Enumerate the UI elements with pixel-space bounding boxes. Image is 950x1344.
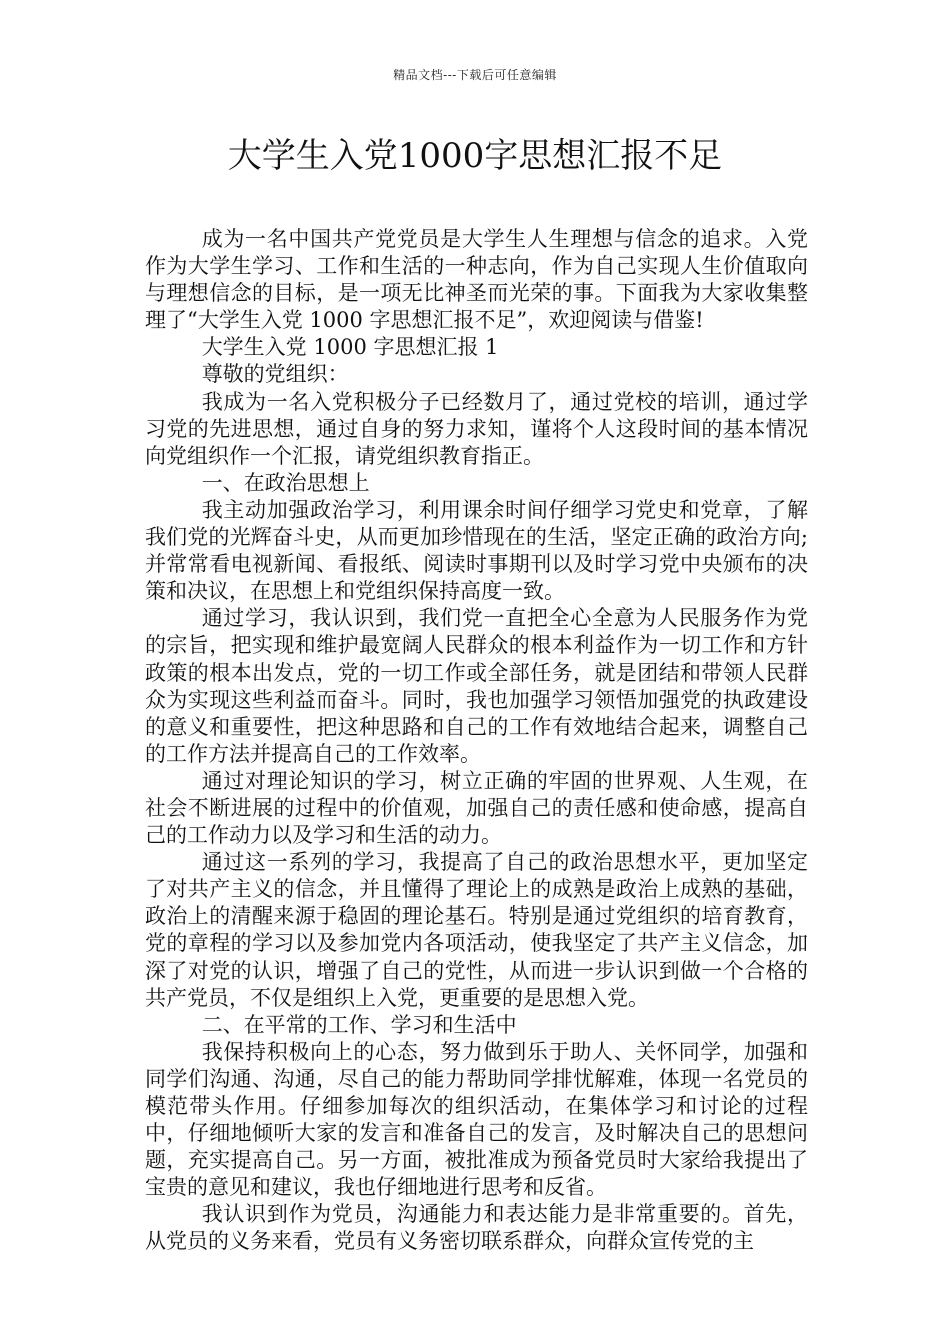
body-paragraph: 我保持积极向上的心态，努力做到乐于助人、关怀同学，加强和同学们沟通、沟通，尽自己的能力帮助同学排忧解难，体现一名党员的模范带头作用。仔细参加每次的组织活动，在集体学习和讨论的过程中，仔细地倾听大家的发言和准备自己的发言，及时解决自己的思想问题，充实提高自己。另一方面，被批准成为预备党员时大家给我提出了宝贵的意见和建议，我也仔细地进行思考和反省。: [145, 1039, 808, 1200]
document-title: 大学生入党1000字思想汇报不足: [227, 136, 723, 176]
body-paragraph: 通过学习，我认识到，我们党一直把全心全意为人民服务作为党的宗旨，把实现和维护最宽阔人民群众的根本利益作为一切工作和方针政策的根本出发点，党的一切工作或全部任务，就是团结和带领人民群众为实现这些利益而奋斗。同时，我也加强学习领悟加强党的执政建设的意义和重要性，把这种思路和自己的工作有效地结合起来，调整自己的工作方法并提高自己的工作效率。: [145, 606, 808, 766]
salutation: 尊敬的党组织：: [201, 362, 349, 387]
section-heading: 二、在平常的工作、学习和生活中: [201, 1012, 517, 1037]
section-heading: 一、在政治思想上: [201, 470, 370, 495]
body-paragraph: 通过这一系列的学习，我提高了自己的政治思想水平，更加坚定了对共产主义的信念，并且懂得了理论上的成熟是政治上成熟的基础，政治上的清醒来源于稳固的理论基石。特别是通过党组织的培育教育，党的章程的学习以及参加党内各项活动，使我坚定了共产主义信念，加深了对党的认识，增强了自己的党性，从而进一步认识到做一个合格的共产党员，不仅是组织上入党，更重要的是思想入党。: [145, 850, 808, 1010]
body-paragraph: 我主动加强政治学习，利用课余时间仔细学习党史和党章，了解我们党的光辉奋斗史，从而更加珍惜现在的生活，坚定正确的政治方向;并常常看电视新闻、看报纸、阅读时事期刊以及时学习党中央颁布的决策和决议，在思想上和党组织保持高度一致。: [145, 497, 808, 604]
body-paragraph: 通过对理论知识的学习，树立正确的牢固的世界观、人生观，在社会不断进展的过程中的价值观，加强自己的责任感和使命感，提高自己的工作动力以及学习和生活的动力。: [145, 768, 808, 848]
report-subtitle: 大学生入党 1000 字思想汇报 1: [201, 335, 499, 360]
intro-paragraph: 成为一名中国共产党党员是大学生人生理想与信念的追求。入党作为大学生学习、工作和生活的一种志向，作为自己实现人生价值取向与理想信念的目标，是一项无比神圣而光荣的事。下面我为大家收集整理了“大学生入党 1000 字思想汇报不足”，欢迎阅读与借鉴!: [145, 227, 808, 333]
body-paragraph: 我成为一名入党积极分子已经数月了，通过党校的培训，通过学习党的先进思想，通过自身的努力求知，谨将个人这段时间的基本情况向党组织作一个汇报，请党组织教育指正。: [145, 389, 808, 468]
page-header: 精品文档---下载后可任意编辑: [393, 68, 557, 82]
document-body: [145, 226, 808, 1256]
body-paragraph: 我认识到作为党员，沟通能力和表达能力是非常重要的。首先，从党员的义务来看，党员有义务密切联系群众，向群众宣传党的主: [145, 1202, 808, 1254]
